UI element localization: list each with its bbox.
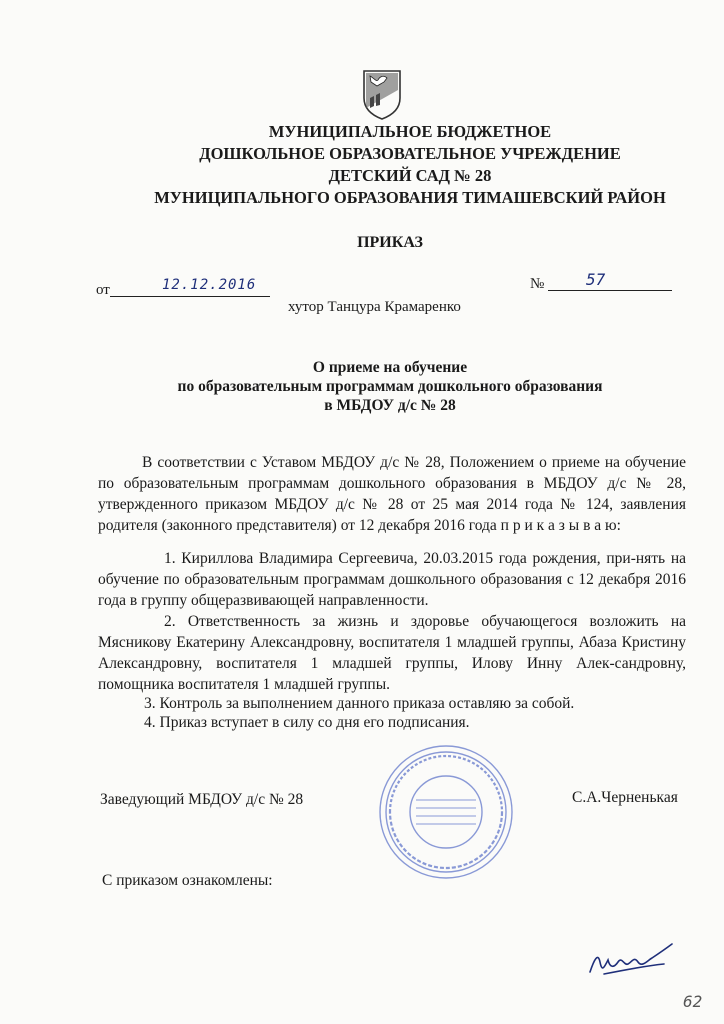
org-header-line-3: ДЕТСКИЙ САД № 28	[328, 166, 492, 185]
number-prefix: №	[530, 276, 545, 292]
preamble-paragraph: В соответствии с Уставом МБДОУ д/с № 28, Положением о приеме на обучение по образовательным программам дошкольного образования в МБДОУ д/с № 28, утвержденного приказом МБДОУ д/с № 28 от 25 мая 2014 года № 124, заявления родителя (законного представителя) от 12 декабря 2016 года п р и к а з ы в а ю:	[98, 454, 686, 534]
signatory-name: С.А.Черненькая	[572, 789, 678, 806]
date-underline	[110, 296, 270, 297]
number-underline	[548, 290, 672, 291]
order-item-4: 4. Приказ вступает в силу со дня его подписания.	[144, 714, 470, 731]
order-item-2: 2. Ответственность за жизнь и здоровье обучающегося возложить на Мясникову Екатерину Александровну, воспитателя 1 младшей группы, Абаза Кристину Александровну, воспитателя 1 младшей группы, Илову Инну Алек-сандровну, помощника воспитателя 1 младшей группы.	[98, 613, 686, 693]
coat-of-arms-icon	[360, 68, 404, 120]
acknowledgement-label: С приказом ознакомлены:	[102, 872, 273, 889]
place-of-issue: хутор Танцура Крамаренко	[288, 299, 461, 315]
subject-line-1: О приеме на обучение	[312, 359, 468, 376]
official-stamp-icon	[376, 742, 516, 882]
handwritten-signature-icon	[584, 938, 688, 984]
document-type-title: ПРИКАЗ	[357, 234, 423, 251]
date-prefix: от	[96, 282, 110, 298]
page-number: 62	[683, 992, 703, 1011]
subject-line-2: по образовательным программам дошкольного образования	[177, 378, 603, 395]
org-header-line-2: ДОШКОЛЬНОЕ ОБРАЗОВАТЕЛЬНОЕ УЧРЕЖДЕНИЕ	[199, 144, 621, 163]
order-item-1: 1. Кириллова Владимира Сергеевича, 20.03.2015 года рождения, при-нять на обучение по образовательным программам дошкольного образования с 12 декабря 2016 года в группу общеразвивающей направленности.	[98, 550, 686, 609]
subject-line-3: в МБДОУ д/с № 28	[324, 397, 456, 414]
signatory-role: Заведующий МБДОУ д/с № 28	[100, 791, 304, 808]
order-number-value: 57	[586, 270, 606, 289]
order-item-3: 3. Контроль за выполнением данного приказа оставляю за собой.	[144, 695, 575, 712]
org-header-line-4: МУНИЦИПАЛЬНОГО ОБРАЗОВАНИЯ ТИМАШЕВСКИЙ РАЙОН	[154, 188, 666, 207]
org-header-line-1: МУНИЦИПАЛЬНОЕ БЮДЖЕТНОЕ	[268, 122, 552, 141]
date-value: 12.12.2016	[162, 277, 257, 293]
